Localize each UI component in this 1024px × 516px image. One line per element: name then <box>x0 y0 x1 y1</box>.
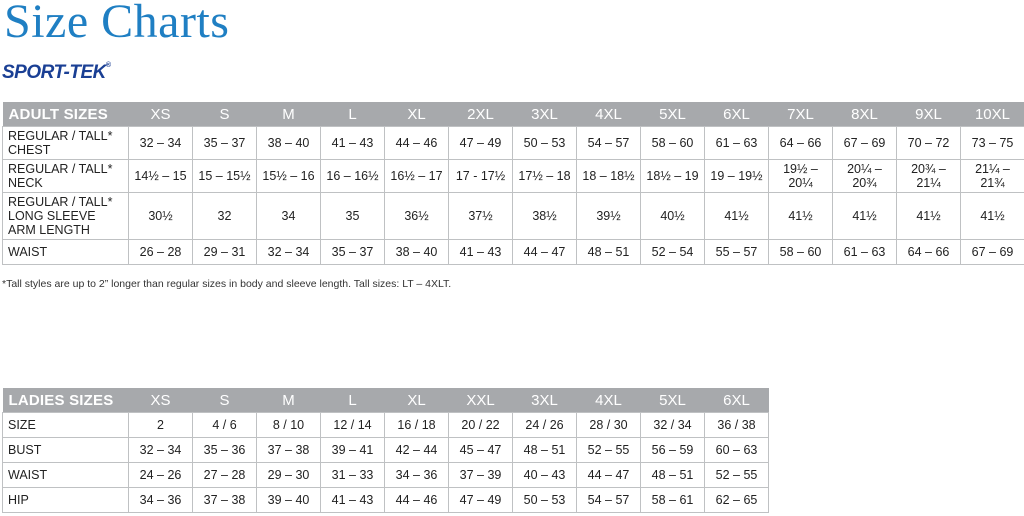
size-header: S <box>193 388 257 413</box>
table-cell: 47 – 49 <box>449 488 513 513</box>
table-cell: 50 – 53 <box>513 127 577 160</box>
row-label <box>3 488 129 513</box>
table-cell: 15 – 15½ <box>193 160 257 193</box>
size-header: M <box>257 102 321 127</box>
table-cell: 54 – 57 <box>577 127 641 160</box>
brand-name: SPORT-TEK <box>2 62 106 83</box>
row-label-line: SIZE <box>8 418 36 432</box>
table-cell: 17½ – 18 <box>513 160 577 193</box>
table-cell: 8 / 10 <box>257 413 321 438</box>
size-header: 4XL <box>577 388 641 413</box>
table-row <box>3 193 1024 240</box>
table-cell: 41 – 43 <box>321 488 385 513</box>
table-cell: 45 – 47 <box>449 438 513 463</box>
table-cell: 26 – 28 <box>129 240 193 265</box>
table-cell: 16 – 16½ <box>321 160 385 193</box>
table-cell: 39½ <box>577 193 641 240</box>
adult-header-label: ADULT SIZES <box>3 102 129 127</box>
table-cell: 32 – 34 <box>129 438 193 463</box>
table-cell: 28 / 30 <box>577 413 641 438</box>
table-cell: 32 <box>193 193 257 240</box>
table-cell: 52 – 54 <box>641 240 705 265</box>
table-row <box>3 438 769 463</box>
table-cell: 35 – 37 <box>321 240 385 265</box>
table-cell: 35 <box>321 193 385 240</box>
table-cell: 15½ – 16 <box>257 160 321 193</box>
table-cell: 42 – 44 <box>385 438 449 463</box>
table-cell: 56 – 59 <box>641 438 705 463</box>
table-cell: 58 – 60 <box>769 240 833 265</box>
size-header: 9XL <box>897 102 961 127</box>
table-cell: 37½ <box>449 193 513 240</box>
table-cell: 47 – 49 <box>449 127 513 160</box>
table-cell: 44 – 47 <box>577 463 641 488</box>
table-cell: 19 – 19½ <box>705 160 769 193</box>
table-row <box>3 240 1024 265</box>
size-header: 7XL <box>769 102 833 127</box>
size-header: S <box>193 102 257 127</box>
table-cell: 61 – 63 <box>833 240 897 265</box>
table-cell: 4 / 6 <box>193 413 257 438</box>
size-header: XL <box>385 102 449 127</box>
table-cell: 48 – 51 <box>577 240 641 265</box>
row-label-line: REGULAR / TALL* <box>8 195 113 209</box>
table-cell: 29 – 31 <box>193 240 257 265</box>
table-cell: 54 – 57 <box>577 488 641 513</box>
table-cell: 17 - 17½ <box>449 160 513 193</box>
table-cell: 31 – 33 <box>321 463 385 488</box>
table-cell: 41½ <box>961 193 1024 240</box>
table-cell: 30½ <box>129 193 193 240</box>
row-label-line: HIP <box>8 493 29 507</box>
table-cell: 21¼ – 21¾ <box>961 160 1024 193</box>
table-cell: 2 <box>129 413 193 438</box>
adult-size-table <box>2 102 1024 265</box>
row-label-line: REGULAR / TALL* <box>8 129 113 143</box>
row-label-line: ARM LENGTH <box>8 223 90 237</box>
table-cell: 64 – 66 <box>769 127 833 160</box>
table-cell: 39 – 41 <box>321 438 385 463</box>
table-cell: 52 – 55 <box>705 463 769 488</box>
table-cell: 40 – 43 <box>513 463 577 488</box>
row-label <box>3 240 129 265</box>
size-header: 6XL <box>705 388 769 413</box>
table-cell: 73 – 75 <box>961 127 1024 160</box>
size-header: XS <box>129 388 193 413</box>
size-header: 3XL <box>513 102 577 127</box>
ladies-size-table <box>2 388 769 513</box>
table-row <box>3 463 769 488</box>
row-label <box>3 463 129 488</box>
size-header: 2XL <box>449 102 513 127</box>
table-cell: 41 – 43 <box>449 240 513 265</box>
table-cell: 20¼ – 20¾ <box>833 160 897 193</box>
table-cell: 34 <box>257 193 321 240</box>
brand-logo <box>2 62 111 84</box>
size-header: 5XL <box>641 388 705 413</box>
row-label-line: WAIST <box>8 468 48 482</box>
row-label-line: BUST <box>8 443 42 457</box>
table-cell: 58 – 60 <box>641 127 705 160</box>
table-cell: 35 – 36 <box>193 438 257 463</box>
table-cell: 34 – 36 <box>385 463 449 488</box>
size-header: L <box>321 388 385 413</box>
table-cell: 61 – 63 <box>705 127 769 160</box>
table-row <box>3 488 769 513</box>
table-cell: 36½ <box>385 193 449 240</box>
table-cell: 35 – 37 <box>193 127 257 160</box>
size-header: 6XL <box>705 102 769 127</box>
table-cell: 55 – 57 <box>705 240 769 265</box>
table-cell: 39 – 40 <box>257 488 321 513</box>
table-cell: 44 – 46 <box>385 127 449 160</box>
table-cell: 16½ – 17 <box>385 160 449 193</box>
table-cell: 32 / 34 <box>641 413 705 438</box>
table-cell: 58 – 61 <box>641 488 705 513</box>
table-cell: 14½ – 15 <box>129 160 193 193</box>
table-cell: 24 / 26 <box>513 413 577 438</box>
table-cell: 34 – 36 <box>129 488 193 513</box>
row-label <box>3 127 129 160</box>
table-cell: 24 – 26 <box>129 463 193 488</box>
size-header: 4XL <box>577 102 641 127</box>
table-cell: 40½ <box>641 193 705 240</box>
size-header: 8XL <box>833 102 897 127</box>
table-cell: 50 – 53 <box>513 488 577 513</box>
row-label-line: CHEST <box>8 143 51 157</box>
table-cell: 32 – 34 <box>129 127 193 160</box>
page-title: Size Charts <box>4 0 230 48</box>
table-cell: 37 – 39 <box>449 463 513 488</box>
table-cell: 60 – 63 <box>705 438 769 463</box>
row-label <box>3 160 129 193</box>
size-header: 3XL <box>513 388 577 413</box>
table-cell: 20¾ – 21¼ <box>897 160 961 193</box>
row-label <box>3 193 129 240</box>
table-cell: 52 – 55 <box>577 438 641 463</box>
table-cell: 41½ <box>705 193 769 240</box>
table-cell: 41½ <box>833 193 897 240</box>
row-label-line: NECK <box>8 176 43 190</box>
table-cell: 36 / 38 <box>705 413 769 438</box>
table-cell: 37 – 38 <box>193 488 257 513</box>
table-cell: 41½ <box>769 193 833 240</box>
ladies-header-label: LADIES SIZES <box>3 388 129 413</box>
table-cell: 32 – 34 <box>257 240 321 265</box>
size-header: XL <box>385 388 449 413</box>
row-label <box>3 438 129 463</box>
table-cell: 41½ <box>897 193 961 240</box>
table-cell: 48 – 51 <box>641 463 705 488</box>
table-row <box>3 127 1024 160</box>
table-cell: 64 – 66 <box>897 240 961 265</box>
table-cell: 12 / 14 <box>321 413 385 438</box>
table-row <box>3 413 769 438</box>
table-cell: 67 – 69 <box>961 240 1024 265</box>
table-cell: 70 – 72 <box>897 127 961 160</box>
table-cell: 29 – 30 <box>257 463 321 488</box>
table-cell: 67 – 69 <box>833 127 897 160</box>
row-label-line: WAIST <box>8 245 48 259</box>
size-header: XXL <box>449 388 513 413</box>
size-header: XS <box>129 102 193 127</box>
table-cell: 38½ <box>513 193 577 240</box>
size-header: 10XL <box>961 102 1024 127</box>
table-cell: 37 – 38 <box>257 438 321 463</box>
row-label-line: REGULAR / TALL* <box>8 162 113 176</box>
table-cell: 44 – 46 <box>385 488 449 513</box>
row-label-line: LONG SLEEVE <box>8 209 96 223</box>
adult-header-row <box>3 102 1024 127</box>
table-cell: 16 / 18 <box>385 413 449 438</box>
size-header: M <box>257 388 321 413</box>
registered-mark: ® <box>105 62 111 69</box>
table-cell: 48 – 51 <box>513 438 577 463</box>
size-header: L <box>321 102 385 127</box>
table-cell: 18 – 18½ <box>577 160 641 193</box>
table-cell: 18½ – 19 <box>641 160 705 193</box>
table-cell: 38 – 40 <box>257 127 321 160</box>
row-label <box>3 413 129 438</box>
size-header: 5XL <box>641 102 705 127</box>
table-row <box>3 160 1024 193</box>
table-cell: 27 – 28 <box>193 463 257 488</box>
table-cell: 19½ – 20¼ <box>769 160 833 193</box>
table-cell: 38 – 40 <box>385 240 449 265</box>
table-cell: 41 – 43 <box>321 127 385 160</box>
table-cell: 44 – 47 <box>513 240 577 265</box>
ladies-header-row <box>3 388 769 413</box>
tall-footnote: *Tall styles are up to 2” longer than regular sizes in body and sleeve length. Tall sizes: LT – 4XLT. <box>2 278 452 290</box>
table-cell: 20 / 22 <box>449 413 513 438</box>
table-cell: 62 – 65 <box>705 488 769 513</box>
